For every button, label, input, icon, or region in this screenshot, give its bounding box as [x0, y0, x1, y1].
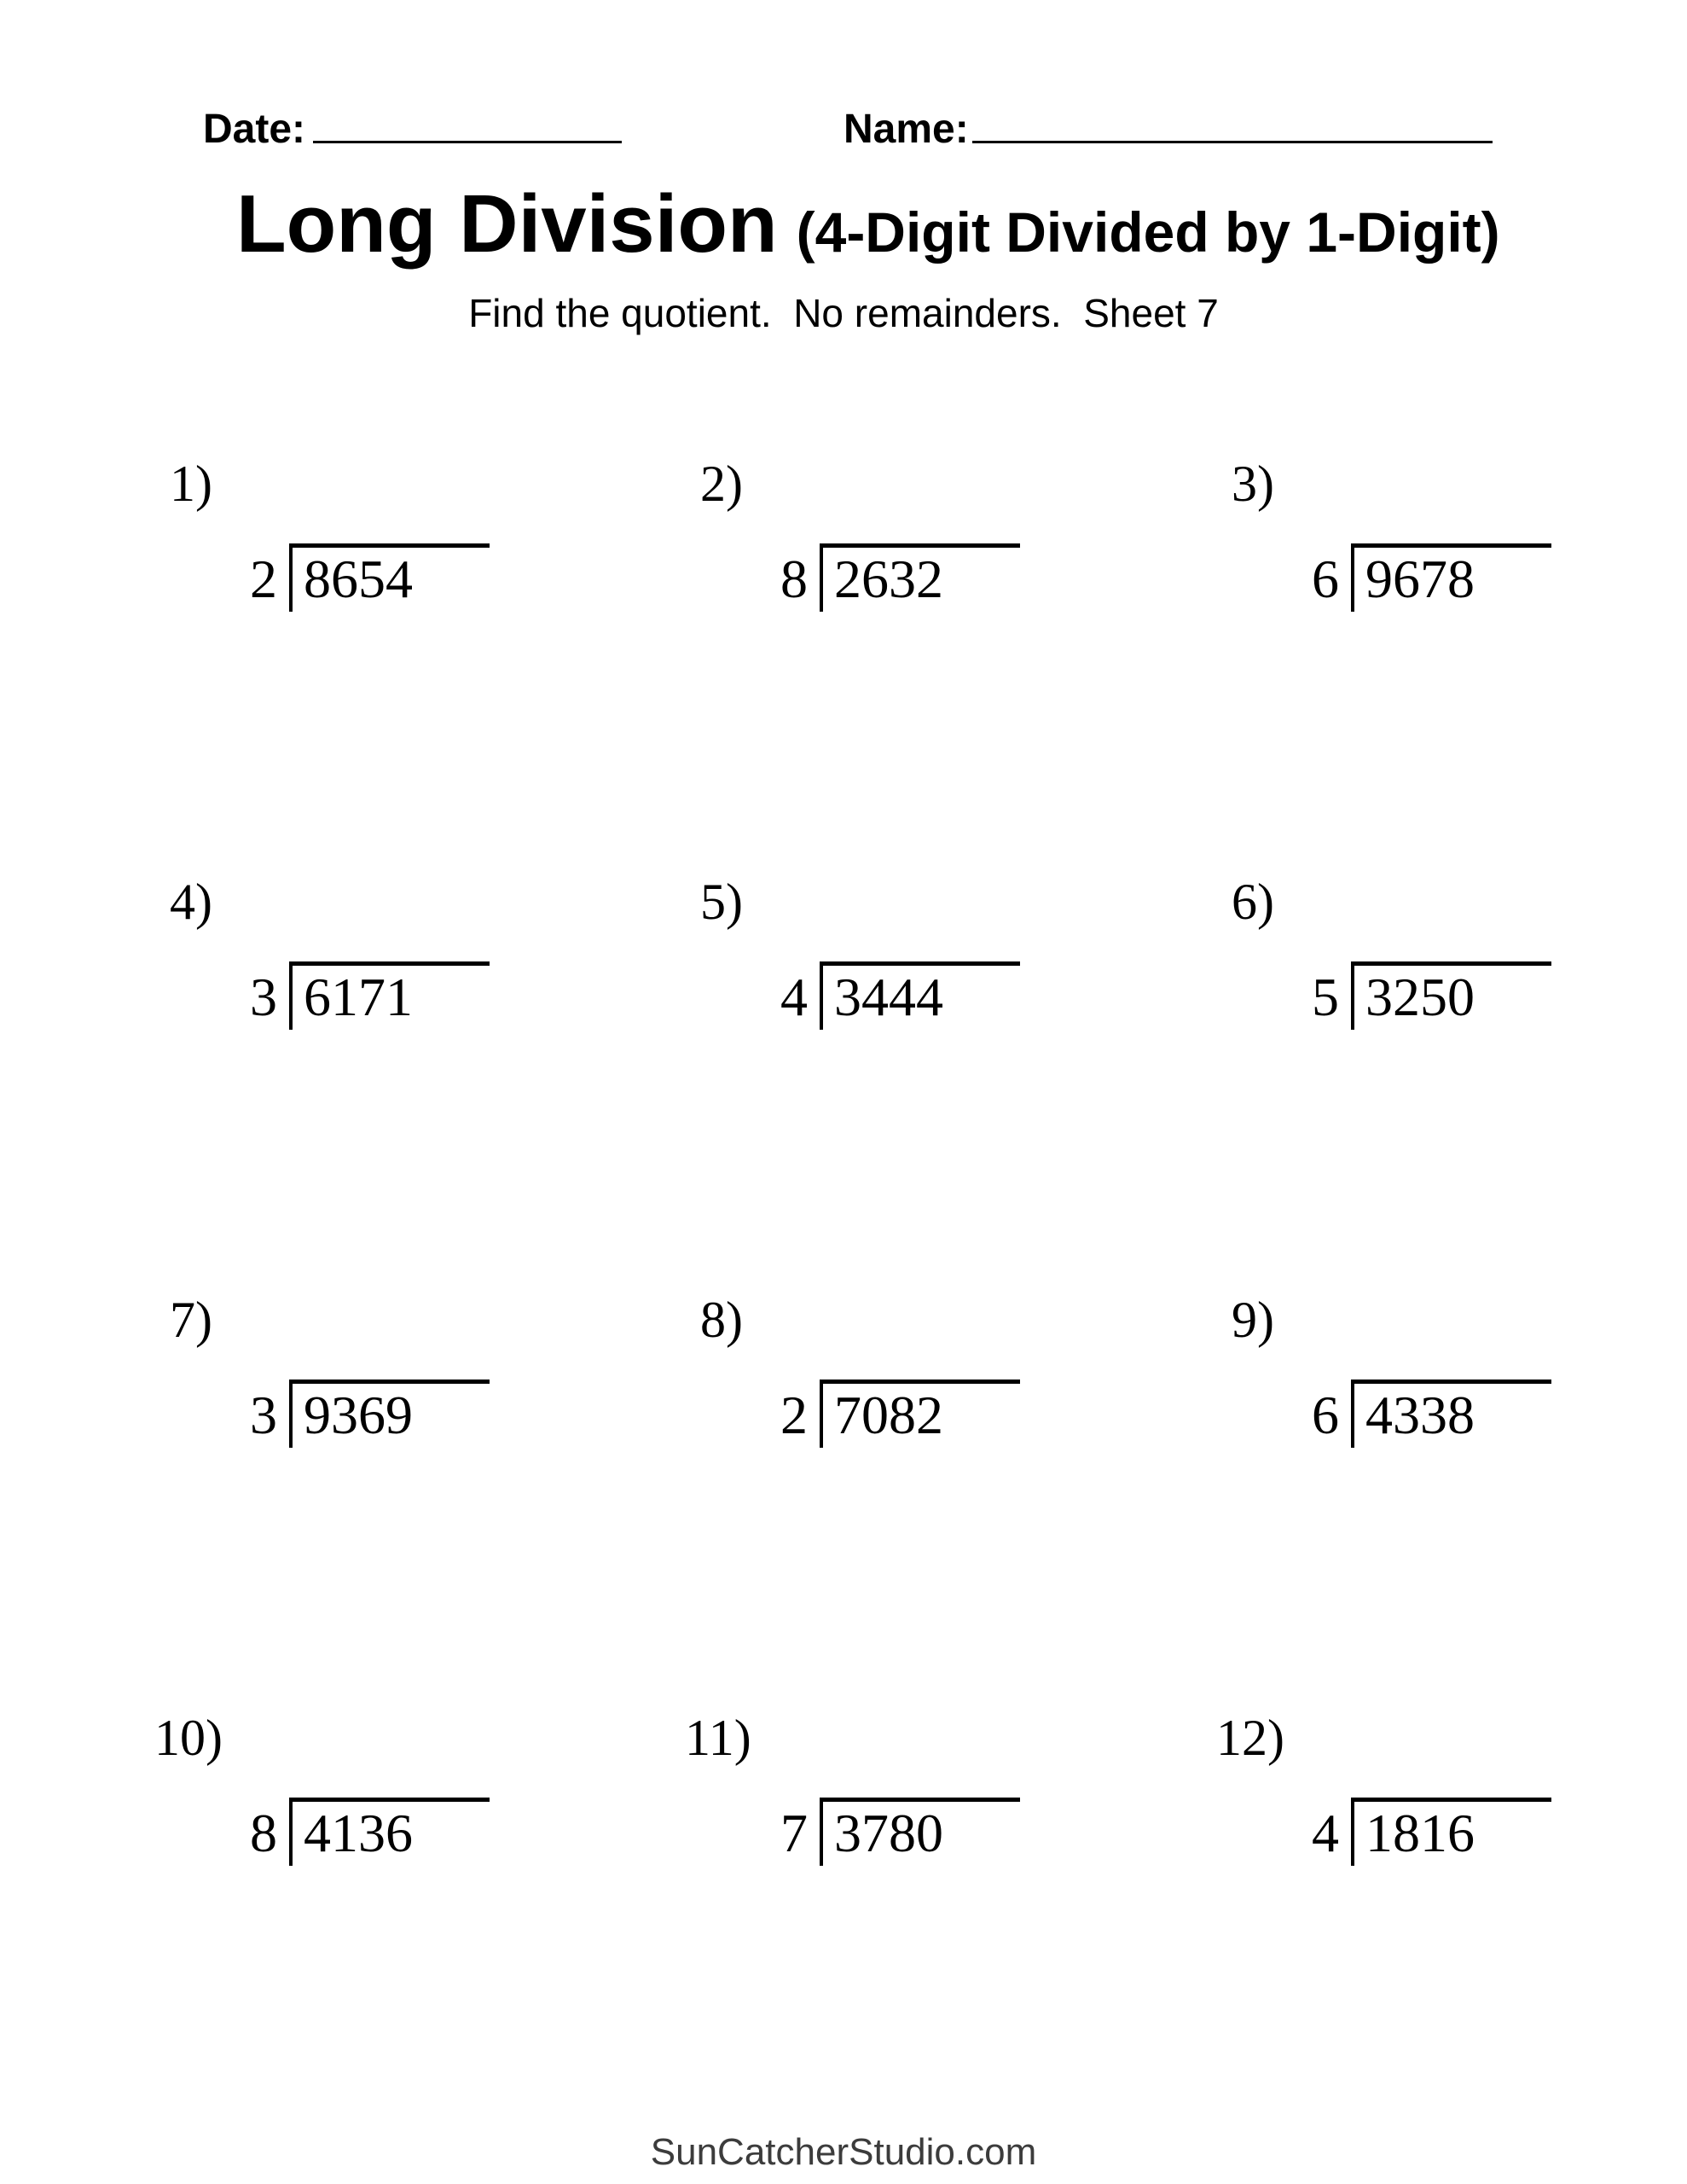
dividend: 7082 — [820, 1380, 1020, 1448]
name-label: Name: — [844, 107, 969, 152]
division-expression — [780, 961, 1162, 1030]
title-row — [236, 179, 1500, 270]
problem-5 — [685, 876, 1162, 1030]
division-expression — [780, 1798, 1162, 1866]
problem-number: 7) — [170, 1292, 212, 1348]
division-expression — [250, 961, 632, 1030]
divisor: 2 — [250, 549, 277, 609]
divisor: 6 — [1312, 549, 1339, 609]
division-expression — [250, 543, 632, 612]
page-subtitle: (4-Digit Divided by 1-Digit) — [796, 200, 1500, 264]
problem-2 — [685, 458, 1162, 612]
problem-8 — [685, 1294, 1162, 1448]
dividend: 9678 — [1351, 543, 1551, 612]
division-expression — [1312, 1798, 1687, 1866]
problem-number: 6) — [1232, 874, 1274, 930]
problem-4 — [154, 876, 632, 1030]
dividend: 3780 — [820, 1798, 1020, 1866]
division-expression — [250, 1798, 632, 1866]
problem-9 — [1216, 1294, 1687, 1448]
problem-3 — [1216, 458, 1687, 612]
divisor: 4 — [1312, 1803, 1339, 1863]
dividend: 6171 — [289, 961, 490, 1030]
division-expression — [780, 1380, 1162, 1448]
division-expression — [1312, 1380, 1687, 1448]
dividend: 3250 — [1351, 961, 1551, 1030]
dividend: 4338 — [1351, 1380, 1551, 1448]
problem-number: 3) — [1232, 456, 1274, 512]
dividend: 4136 — [289, 1798, 490, 1866]
footer-site-text: SunCatcherStudio.com — [650, 2131, 1037, 2173]
division-expression — [780, 543, 1162, 612]
dividend: 3444 — [820, 961, 1020, 1030]
problem-11 — [685, 1712, 1162, 1866]
problem-number: 9) — [1232, 1292, 1274, 1348]
problem-number: 11) — [685, 1710, 751, 1766]
problem-10 — [154, 1712, 632, 1866]
page-title: Long Division — [236, 178, 778, 270]
problem-number: 10) — [154, 1710, 223, 1766]
division-expression — [250, 1380, 632, 1448]
problem-1 — [154, 458, 632, 612]
problem-number: 5) — [700, 874, 743, 930]
name-blank-line — [972, 141, 1493, 143]
problem-number: 2) — [700, 456, 743, 512]
problem-number: 1) — [170, 456, 212, 512]
problem-7 — [154, 1294, 632, 1448]
dividend: 9369 — [289, 1380, 490, 1448]
division-expression — [1312, 543, 1687, 612]
dividend: 2632 — [820, 543, 1020, 612]
date-blank-line — [313, 141, 622, 143]
divisor: 8 — [250, 1803, 277, 1863]
date-label: Date: — [203, 107, 306, 152]
division-expression — [1312, 961, 1687, 1030]
divisor: 3 — [250, 967, 277, 1027]
divisor: 2 — [780, 1385, 808, 1445]
instructions-text: Find the quotient. No remainders. Sheet 7 — [468, 291, 1219, 335]
divisor: 4 — [780, 967, 808, 1027]
dividend: 8654 — [289, 543, 490, 612]
problem-number: 8) — [700, 1292, 743, 1348]
divisor: 7 — [780, 1803, 808, 1863]
divisor: 6 — [1312, 1385, 1339, 1445]
problem-6 — [1216, 876, 1687, 1030]
divisor: 8 — [780, 549, 808, 609]
problem-number: 12) — [1216, 1710, 1284, 1766]
dividend: 1816 — [1351, 1798, 1551, 1866]
divisor: 3 — [250, 1385, 277, 1445]
divisor: 5 — [1312, 967, 1339, 1027]
problem-12 — [1216, 1712, 1687, 1866]
problem-number: 4) — [170, 874, 212, 930]
